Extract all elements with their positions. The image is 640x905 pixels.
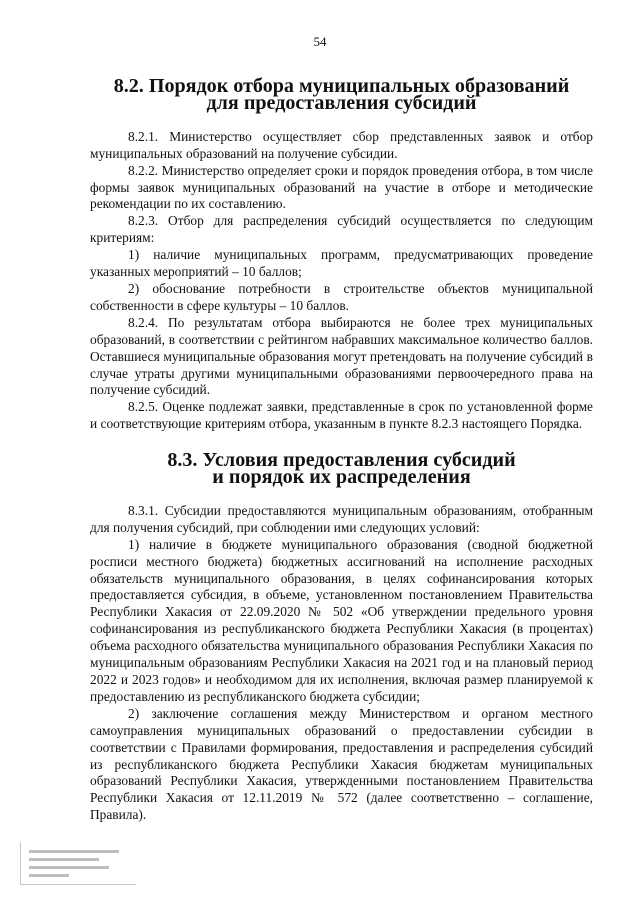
document-body: [90, 75, 593, 824]
section-8-2-title-line-1: 8.2. Порядок отбора муниципальных образований: [113, 75, 570, 97]
condition-1: 1) наличие в бюджете муниципального образования (сводной бюджетной росписи местного бюджета) бюджетных ассигнований на исполнение расходных обязательств муниципального образования, в целях софинансирования которых предоставляется субсидия, в объеме, установленном постановлением Правительства Республики Хакасия от 22.09.2020 № 502 «Об утверждении предельного уровня софинансирования из республиканского бюджета Республики Хакасия (в процентах) объема расходного обязательства муниципального образования Республики Хакасия по муниципальным образованиям Республики Хакасия на 2021 год и на плановый период 2022 и 2023 годов» и необходимом для их исполнения, включая размер планируемой к предоставлению из республиканского бюджета субсидии;: [90, 536, 593, 704]
paragraph-8-2-3: 8.2.3. Отбор для распределения субсидий осуществляется по следующим критериям:: [90, 213, 593, 246]
paragraph-8-3-1: 8.3.1. Субсидии предоставляются муниципальным образованиям, отобранным для получения субсидий, при соблюдении ими следующих условий:: [90, 502, 593, 535]
section-8-3-heading: [90, 449, 593, 489]
page-number: 54: [313, 34, 327, 49]
criterion-1: 1) наличие муниципальных программ, предусматривающих проведение указанных мероприятий – 10 баллов;: [90, 247, 593, 280]
condition-2: 2) заключение соглашения между Министерством и органом местного самоуправления муниципальных образований о предоставлении субсидии в соответствии с Правилами формирования, предоставления и распределения субсидий из республиканского бюджета Республики Хакасия бюджетам муниципальных образований Республики Хакасия, утвержденными постановлением Правительства Республики Хакасия от 12.11.2019 № 572 (далее соответственно – соглашение, Правила).: [90, 705, 593, 823]
criterion-2: 2) обоснование потребности в строительстве объектов муниципальной собственности в сфере культуры – 10 баллов.: [90, 280, 593, 313]
section-8-2-heading: [90, 75, 593, 114]
section-8-3-title-line-2: и порядок их распределения: [212, 466, 471, 489]
section-8-2-title-line-2: для предоставления субсидий: [206, 91, 477, 114]
section-8-3-title-line-1: 8.3. Условия предоставления субсидий: [167, 449, 516, 472]
registration-stamp-mark: [20, 842, 136, 885]
paragraph-8-2-1: 8.2.1. Министерство осуществляет сбор представленных заявок и отбор муниципальных образований на получение субсидии.: [90, 128, 593, 161]
paragraph-8-2-2: 8.2.2. Министерство определяет сроки и порядок проведения отбора, в том числе формы заявок муниципальных образований на участие в отборе и методические рекомендации по их составлению.: [90, 162, 593, 212]
paragraph-8-2-5: 8.2.5. Оценке подлежат заявки, представленные в срок по установленной форме и соответствующие критериям отбора, указанным в пункте 8.2.3 настоящего Порядка.: [90, 399, 593, 432]
paragraph-8-2-4: 8.2.4. По результатам отбора выбираются не более трех муниципальных образований, в соответствии с рейтингом набравших максимальное количество баллов. Оставшиеся муниципальные образования могут претендовать на получение субсидий в случае утраты другими муниципальными образованиями первоочередного права на получение субсидий.: [90, 314, 593, 398]
